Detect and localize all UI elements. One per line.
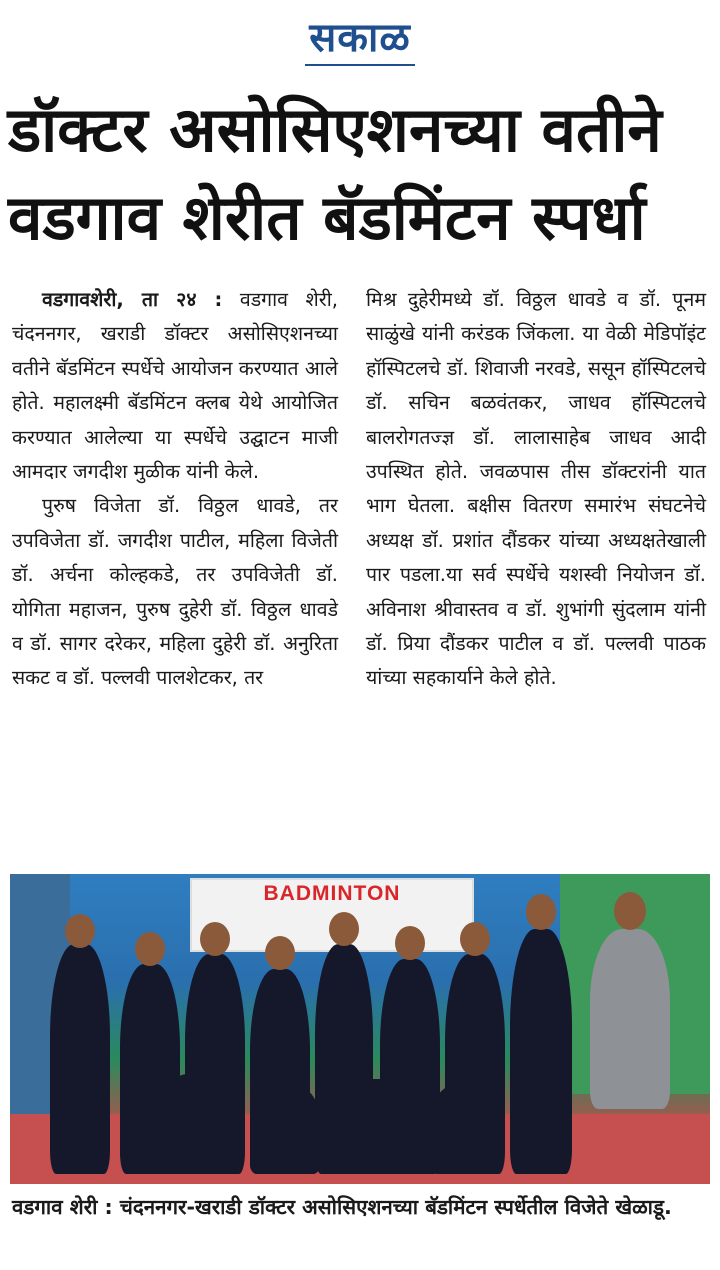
article-paragraph-3: मिश्र दुहेरीमध्ये डॉ. विठ्ठल धावडे व डॉ. पूनम साळुंखे यांनी करंडक जिंकला. या वेळी मेडिपॉइंट हॉस्पिटलचे डॉ. शिवाजी नरवडे, ससून हॉस्पिटलचे डॉ. सचिन बळवंतकर, जाधव हॉस्पिटलचे बालरोगतज्ज्ञ डॉ. लालासाहेब जाधव आदी उपस्थित होते. जवळपास तीस डॉक्टरांनी यात भाग घेतला. बक्षीस वितरण समारंभ संघटनेचे अध्यक्ष डॉ. प्रशांत दौंडकर यांच्या अध्यक्षतेखाली पार पडला.या सर्व स्पर्धेचे यशस्वी नियोजन डॉ. अविनाश श्रीवास्तव व डॉ. शुभांगी सुंदलाम यांनी डॉ. प्रिया दौंडकर पाटील व डॉ. पल्लवी पाठक यांच्या सहकार्याने केले होते. bbox=[366, 288, 706, 690]
player-figure bbox=[430, 1084, 500, 1174]
photo-caption: वडगाव शेरी : चंदननगर-खराडी डॉक्टर असोसिएशनच्या बॅडमिंटन स्पर्धेतील विजेते खेळाडू. bbox=[12, 1195, 672, 1219]
masthead-underline bbox=[305, 64, 415, 66]
article-paragraph-2: पुरुष विजेता डॉ. विठ्ठल धावडे, तर उपविजेता डॉ. जगदीश पाटील, महिला विजेती डॉ. अर्चना कोल्हकडे, तर उपविजेती डॉ. योगिता महाजन, पुरुष दुहेरी डॉ. विठ्ठल धावडे व डॉ. सागर दरेकर, महिला दुहेरी डॉ. अनुरिता सकट व डॉ. पल्लवी पालशेटकर, तर bbox=[12, 494, 338, 690]
player-figure bbox=[510, 929, 572, 1174]
article-column-right bbox=[366, 283, 706, 696]
player-head bbox=[614, 892, 646, 930]
headline-line-1: डॉक्टर असोसिएशनच्या वतीने bbox=[8, 93, 662, 166]
article-paragraph-1 bbox=[12, 283, 338, 489]
player-head bbox=[200, 922, 230, 956]
player-head bbox=[395, 926, 425, 960]
player-figure bbox=[250, 1084, 320, 1174]
player-head bbox=[265, 936, 295, 970]
player-head bbox=[135, 932, 165, 966]
player-figure bbox=[160, 1074, 230, 1174]
team-photo bbox=[10, 874, 710, 1184]
masthead-logo: सकाळ bbox=[309, 15, 411, 61]
player-figure bbox=[340, 1079, 410, 1174]
player-head bbox=[329, 912, 359, 946]
player-figure bbox=[50, 944, 110, 1174]
banner-text: BADMINTON bbox=[263, 882, 401, 905]
player-head bbox=[460, 922, 490, 956]
dateline: वडगावशेरी, ता २४ : bbox=[42, 288, 223, 311]
tournament-banner bbox=[190, 878, 474, 952]
player-figure bbox=[590, 929, 670, 1109]
article-column-left bbox=[12, 283, 338, 696]
article-paragraph-1-text: वडगाव शेरी, चंदननगर, खराडी डॉक्टर असोसिएशनच्या वतीने बॅडमिंटन स्पर्धेचे आयोजन करण्यात आले होते. महालक्ष्मी बॅडमिंटन क्लब येथे आयोजित करण्यात आलेल्या या स्पर्धेचे उद्घाटन माजी आमदार जगदीश मुळीक यांनी केले. bbox=[12, 288, 338, 484]
player-head bbox=[526, 894, 556, 930]
headline-line-2: वडगाव शेरीत बॅडमिंटन स्पर्धा bbox=[8, 181, 646, 254]
player-head bbox=[65, 914, 95, 948]
